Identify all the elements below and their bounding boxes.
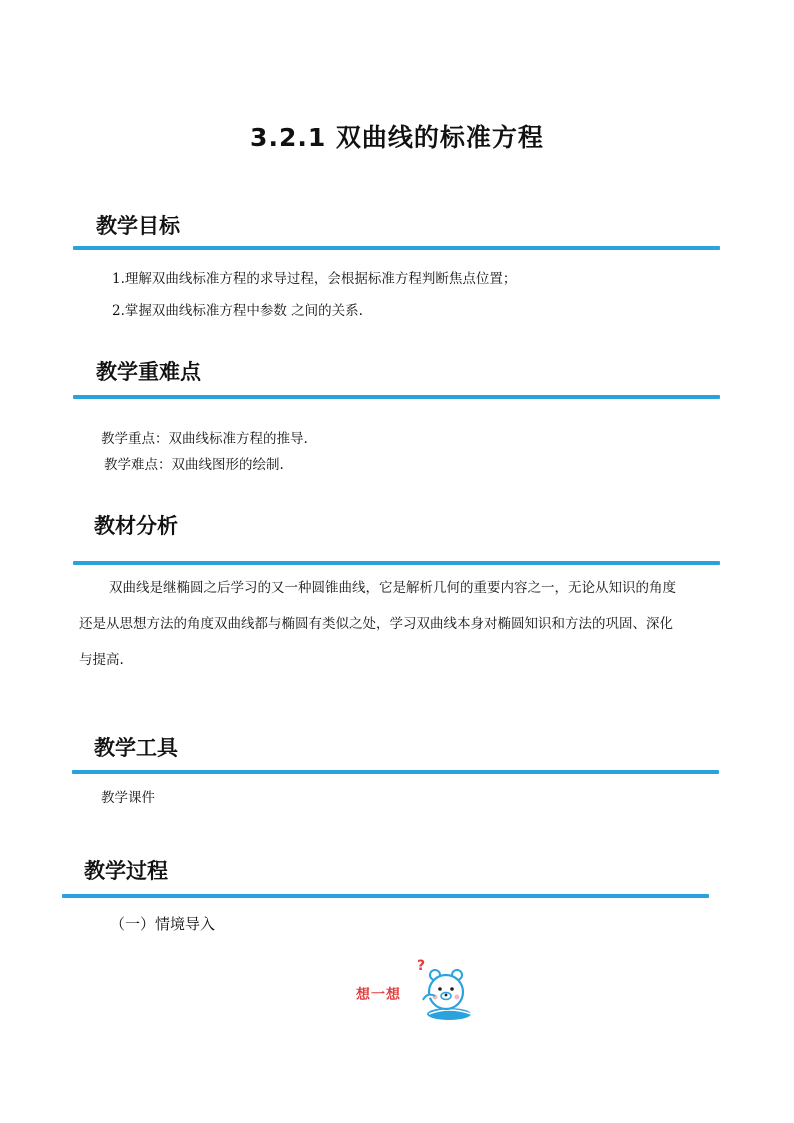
section-divider-keypoints <box>73 395 720 399</box>
section-divider-process <box>62 894 709 898</box>
think-label: 想一想 <box>356 987 401 1003</box>
difficult-point-item: 教学难点：双曲线图形的绘制. <box>104 457 284 473</box>
section-heading-process: 教学过程 <box>84 859 168 883</box>
think-mascot <box>355 958 475 1024</box>
section-heading-keypoints: 教学重难点 <box>96 360 201 384</box>
section-heading-analysis: 教材分析 <box>94 514 178 538</box>
section-divider-goals <box>73 246 720 250</box>
key-point-item: 教学重点：双曲线标准方程的推导. <box>101 431 308 447</box>
tools-text: 教学课件 <box>101 790 155 806</box>
goal-item-2: 2.掌握双曲线标准方程中参数 之间的关系. <box>112 303 363 319</box>
analysis-line-2: 还是从思想方法的角度双曲线都与椭圆有类似之处，学习双曲线本身对椭圆知识和方法的巩固、深化 <box>79 616 673 632</box>
document-title: 3.2.1 双曲线的标准方程 <box>250 123 544 152</box>
process-subsection-1: （一）情境导入 <box>110 915 216 933</box>
goal-item-1: 1.理解双曲线标准方程的求导过程，会根据标准方程判断焦点位置； <box>112 271 517 287</box>
section-heading-tools: 教学工具 <box>94 736 178 760</box>
section-heading-goals: 教学目标 <box>96 214 180 238</box>
section-divider-analysis <box>73 561 720 565</box>
analysis-line-3: 与提高. <box>79 652 124 668</box>
section-divider-tools <box>72 770 719 774</box>
analysis-line-1: 双曲线是继椭圆之后学习的又一种圆锥曲线，它是解析几何的重要内容之一，无论从知识的角度 <box>109 580 676 596</box>
analysis-paragraph <box>79 570 739 678</box>
question-mark: ? <box>417 958 426 974</box>
